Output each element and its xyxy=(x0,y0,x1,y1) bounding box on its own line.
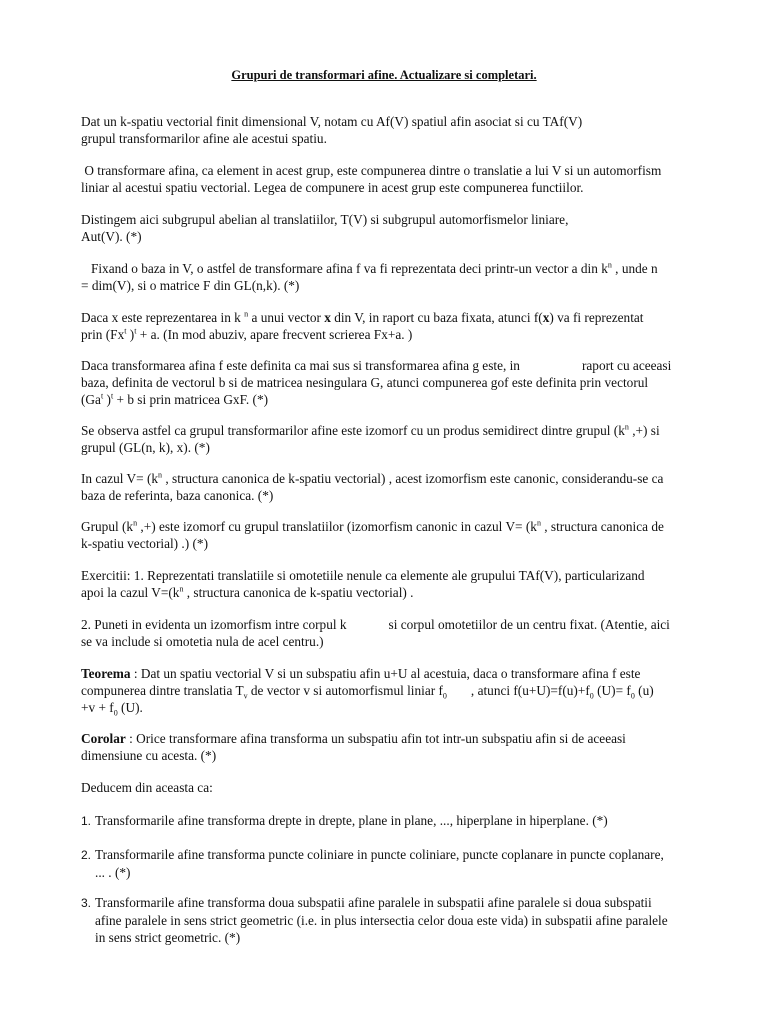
paragraph-exercise-1: Exercitii: 1. Reprezentati translatiile si omotetiile nenule ca elemente ale grupului TAf(V), particularizand apoi la cazul $V=(k^n$ , structura canonica de k-spatiu vectorial) . xyxy=(81,568,645,600)
paragraph-deduce: Deducem din aceasta ca: xyxy=(81,780,213,795)
paragraph-theorem: Teorema : Dat un spatiu vectorial V si un subspatiu afin u+U al acestuia, daca o transformare afina f este compunerea dintre translatia $T_v$ de vector v si automorfismul liniar $f_0$ , atunci $f(u+U)=f(u)+f_0$ $(U)= f_0$ (u) $+v + f_0$ (U). xyxy=(81,666,654,718)
paragraph-group-kn: Grupul ($k^n$ ,+) este izomorf cu grupul translatiilor (izomorfism canonic in cazul $V= (k^n$ , structura canonica de k-spatiu vectorial) .) (*) xyxy=(81,518,664,551)
list-item: 2. Transformarile afine transforma puncte coliniare in puncte coliniare, puncte coplanare in puncte coplanare, ... . (*) xyxy=(81,847,664,880)
paragraph-exercise-2: 2. Puneti in evidenta un izomorfism intre corpul k si corpul omotetiilor de un centru fixat. (Atentie, aici se va include si omotetia nula de acel centru.) xyxy=(81,617,670,649)
paragraph-intro: Dat un k-spatiu vectorial finit dimensional V, notam cu Af(V) spatiul afin asociat si cu TAf(V) grupul transformarilor afine ale acestui spatiu. xyxy=(81,114,583,146)
paragraph-composition: Daca transformarea afina f este definita ca mai sus si transformarea afina g este, in raport cu aceeasi baza, definita de vectorul b si de matricea nesingulara G, atunci compunerea gof este definita prin vectorul (Ga$^t$ )$^t$ + b si prin matricea GxF. (*) xyxy=(81,358,672,407)
paragraph-representation: Daca x este reprezentarea in k $^n$ a unui vector x din V, in raport cu baza fixata, atunci f(x) va fi reprezentat prin (Fx$^t$ )$^t$ + a. (In mod abuziv, apare frecvent scrierea Fx+a. ) xyxy=(81,309,644,342)
document-title: Grupuri de transformari afine. Actualizare si completari. xyxy=(231,68,537,82)
paragraph-canonical: In cazul $V= (k^n$ , structura canonica de k-spatiu vectorial) , acest izomorfism este canonic, considerandu-se ca baza de referinta, baza canonica. (*) xyxy=(81,470,664,503)
paragraph-subgroups: Distingem aici subgrupul abelian al translatiilor, T(V) si subgrupul automorfismelor liniare, Aut(V). (*) xyxy=(81,212,569,244)
paragraph-definition: O transformare afina, ca element in acest grup, este compunerea dintre o translatie a lui V si un automorfism liniar al acestui spatiu vectorial. Legea de compunere in acest grup este compunerea functiilor. xyxy=(81,163,662,195)
paragraph-semidirect: Se observa astfel ca grupul transformarilor afine este izomorf cu un produs semidirect dintre grupul ($k^n$ ,+) si grupul (GL(n, k), x). (*) xyxy=(81,422,660,455)
paragraph-corollary: Corolar : Orice transformare afina transforma un subspatiu afin tot intr-un subspatiu afin si de aceeasi dimensiune cu acesta. (*) xyxy=(81,731,626,763)
list-item: 1. Transformarile afine transforma drepte in drepte, plane in plane, ..., hiperplane in hiperplane. (*) xyxy=(81,813,608,828)
list-item: 3. Transformarile afine transforma doua subspatii afine paralele in subspatii afine paralele si doua subspatii afine paralele in sens strict geometric (i.e. in plus intersectia celor doua este vida) in subspatii afine paralele in sens strict geometric. (*) xyxy=(81,895,668,945)
paragraph-basis: Fixand o baza in V, o astfel de transformare afina f va fi reprezentata deci printr-un vector a din $k^n$ , unde n = dim(V), si o matrice F din GL(n,k). (*) xyxy=(81,260,658,293)
